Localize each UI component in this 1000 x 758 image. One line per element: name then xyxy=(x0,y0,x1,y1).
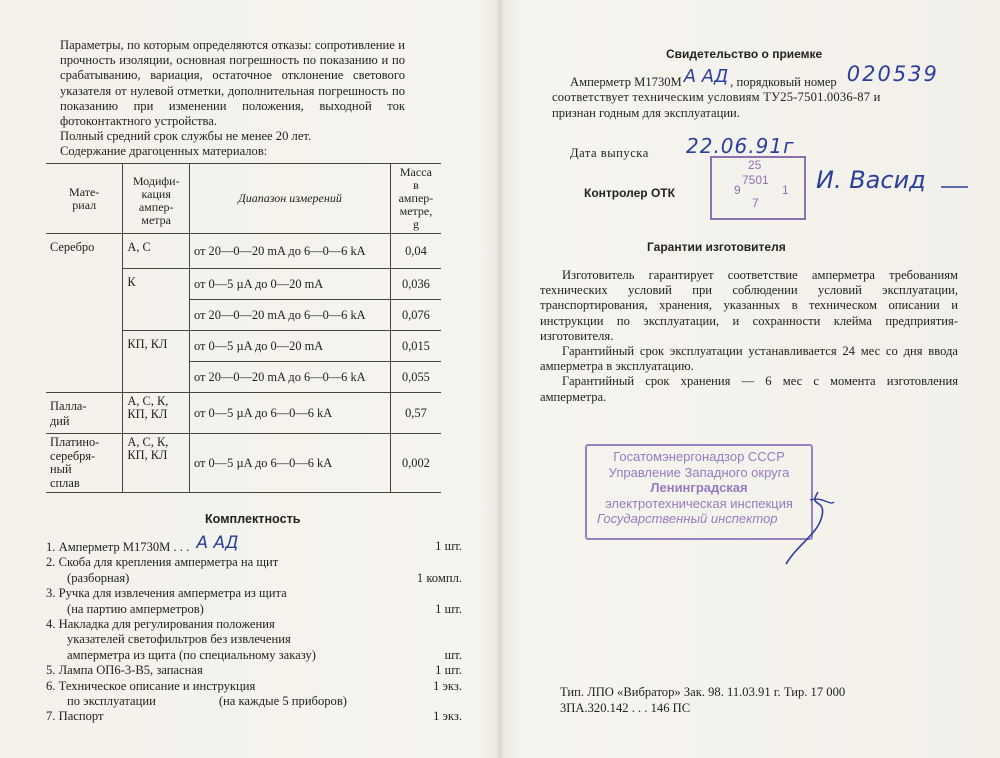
item-text: (на партию амперметров) xyxy=(67,601,204,616)
acceptance-certificate-title: Свидетельство о приемке xyxy=(666,47,823,61)
cell-mass: 0,015 xyxy=(390,331,441,362)
failure-parameters-text xyxy=(60,38,405,160)
completeness-title: Комплектность xyxy=(205,512,301,526)
cell-mass: 0,036 xyxy=(390,269,441,300)
guarantee-para-2: Гарантийный срок эксплуатации устанавливается 24 мес со дня ввода амперметра в эксплуатацию. xyxy=(540,344,958,374)
guarantee-para-1: Изготовитель гарантирует соответствие амперметра требованиям технических условий при соблюдении условий эксплуатации, транспортирования, хранения, указанных в техническом описании и инструкции по эксплуатации, и сохранности клейма предприятия-изготовителя. xyxy=(540,268,958,343)
inspector-signature-stroke xyxy=(778,488,838,568)
item-text: амперметра из щита (по специальному заказу) xyxy=(67,647,316,662)
list-item xyxy=(46,555,462,586)
cell-range: от 0—5 µA до 0—20 mA xyxy=(190,269,391,300)
item-number: 3. xyxy=(46,586,56,601)
cell-mod: К xyxy=(123,269,190,331)
item-text: указателей светофильтров без извлечения xyxy=(67,632,291,647)
cell-range: от 20—0—20 mA до 6—0—6 kA xyxy=(190,300,391,331)
list-item xyxy=(46,709,462,724)
cert-line-3: признан годным для эксплуатации. xyxy=(552,105,740,120)
intro-para-3: Содержание драгоценных материалов: xyxy=(60,144,268,159)
handwritten-signature: И. Васид xyxy=(816,166,926,194)
stamp-text: 1 xyxy=(782,183,789,197)
acceptance-certificate-text xyxy=(552,62,967,121)
item-text: Амперметр М1730М . . . xyxy=(58,540,190,554)
cell-range: от 20—0—20 mA до 6—0—6 kA xyxy=(190,234,391,269)
item-qty: 1 шт. xyxy=(435,601,462,616)
item-qty: 1 шт. xyxy=(435,539,462,553)
item-number: 7. xyxy=(46,709,56,724)
qc-stamp xyxy=(710,156,806,220)
stamp-text: 25 xyxy=(748,158,762,172)
table-row xyxy=(46,234,441,269)
table-row xyxy=(46,393,441,434)
item-text: Накладка для регулирования положения xyxy=(58,617,275,632)
col-header-modification: Модифи- кация ампер- метра xyxy=(123,164,190,234)
item-qty: 1 экз. xyxy=(433,678,462,693)
cell-range: от 20—0—20 mA до 6—0—6 kA xyxy=(190,362,391,393)
cell-mod: А, С xyxy=(123,234,190,269)
cell-material: Палла- дий xyxy=(46,393,123,434)
cell-range: от 0—5 µA до 0—20 mA xyxy=(190,331,391,362)
list-item xyxy=(46,533,462,555)
stamp-line: Ленинградская xyxy=(650,480,748,495)
cert-ammeter-label: Амперметр М1730М xyxy=(570,75,682,89)
col-header-material: Мате- риал xyxy=(46,164,123,234)
stamp-line: Управление Западного округа xyxy=(608,464,790,480)
cell-mass: 0,076 xyxy=(390,300,441,331)
cert-serial-label: , порядковый номер xyxy=(730,75,837,89)
item-text: (разборная) xyxy=(67,570,130,585)
imprint-line: Тип. ЛПО «Вибратор» Зак. 98. 11.03.91 г. Тир. 17 000 xyxy=(560,685,846,699)
item-text: Паспорт xyxy=(58,709,104,724)
guarantee-title: Гарантии изготовителя xyxy=(647,240,786,254)
guarantee-text xyxy=(540,268,958,405)
cell-material: Серебро xyxy=(46,234,123,393)
item-number: 2. xyxy=(46,555,56,570)
guarantee-para-3: Гарантийный срок хранения — 6 мес с момента изготовления амперметра. xyxy=(540,374,958,404)
list-item xyxy=(46,663,462,678)
stamp-text: 7 xyxy=(752,196,759,210)
item-number: 1. xyxy=(46,540,56,554)
item-qty: 1 экз. xyxy=(433,709,462,724)
signature-tail xyxy=(940,184,970,190)
cell-mod: А, С, К, КП, КЛ xyxy=(123,393,190,434)
item-qty: шт. xyxy=(444,647,462,662)
cell-range: от 0—5 µA до 6—0—6 kA xyxy=(190,434,391,493)
cell-mass: 0,04 xyxy=(390,234,441,269)
handwritten-modification: А АД xyxy=(683,66,729,87)
stamp-line: электротехническая инспекция xyxy=(605,495,793,511)
item-text: Техническое описание и инструкция xyxy=(58,678,256,693)
precious-materials-table xyxy=(46,163,441,493)
cell-mass: 0,055 xyxy=(390,362,441,393)
item-text: Лампа ОП6-3-В5, запасная xyxy=(58,663,203,678)
printing-imprint xyxy=(560,684,845,716)
cell-range: от 0—5 µA до 6—0—6 kA xyxy=(190,393,391,434)
completeness-list xyxy=(46,533,462,725)
cell-mod: КП, КЛ xyxy=(123,331,190,393)
handwritten-modification: А АД xyxy=(196,533,239,553)
qc-inspector-label: Контролер ОТК xyxy=(584,186,675,200)
item-text: Ручка для извлечения амперметра из щита xyxy=(58,586,287,601)
cell-material: Платино- серебря- ный сплав xyxy=(46,434,123,493)
handwritten-release-date: 22.06.91г xyxy=(686,134,795,158)
release-date-label: Дата выпуска xyxy=(570,146,649,160)
intro-para-1: Параметры, по которым определяются отказы: сопротивление и прочность изоляции, основная погрешность по показанию и по срабатыванию, вариация, остаточное отклонение светового указателя от нулевой отметки, дополнительная погрешность по показанию при изменении положения, выходной ток фотоконтактного устройства. xyxy=(60,38,405,129)
stamp-line: Госатомэнергонадзор СССР xyxy=(613,449,785,464)
item-text: Скоба для крепления амперметра на щит xyxy=(58,555,279,570)
item-number: 5. xyxy=(46,663,56,678)
item-number: 4. xyxy=(46,617,56,632)
col-header-mass: Масса в ампер- метре, g xyxy=(390,164,441,234)
table-row xyxy=(46,434,441,493)
list-item xyxy=(46,679,462,710)
col-header-range: Диапазон измерений xyxy=(190,164,391,234)
item-qty: 1 компл. xyxy=(416,570,462,585)
stamp-text: 9 xyxy=(734,183,741,197)
stamp-text: 7501 xyxy=(742,173,769,187)
cell-mass: 0,002 xyxy=(390,434,441,493)
intro-para-2: Полный средний срок службы не менее 20 лет. xyxy=(60,129,312,144)
imprint-line: 3ПА.320.142 . . . 146 ПС xyxy=(560,701,691,715)
item-number: 6. xyxy=(46,678,56,693)
page-fold xyxy=(496,0,504,758)
stamp-line: Государственный инспектор xyxy=(597,511,778,526)
list-item xyxy=(46,586,462,617)
cell-mod: А, С, К, КП, КЛ xyxy=(123,434,190,493)
item-text: по эксплуатации (на каждые 5 приборов) xyxy=(67,694,347,709)
list-item xyxy=(46,617,462,663)
cert-line-2: соответствует техническим условиям ТУ25-7501.0036-87 и xyxy=(552,90,881,105)
cert-line-1 xyxy=(552,62,967,90)
item-qty: 1 шт. xyxy=(435,663,462,678)
handwritten-serial-number: 020539 xyxy=(846,62,939,86)
cell-mass: 0,57 xyxy=(390,393,441,434)
